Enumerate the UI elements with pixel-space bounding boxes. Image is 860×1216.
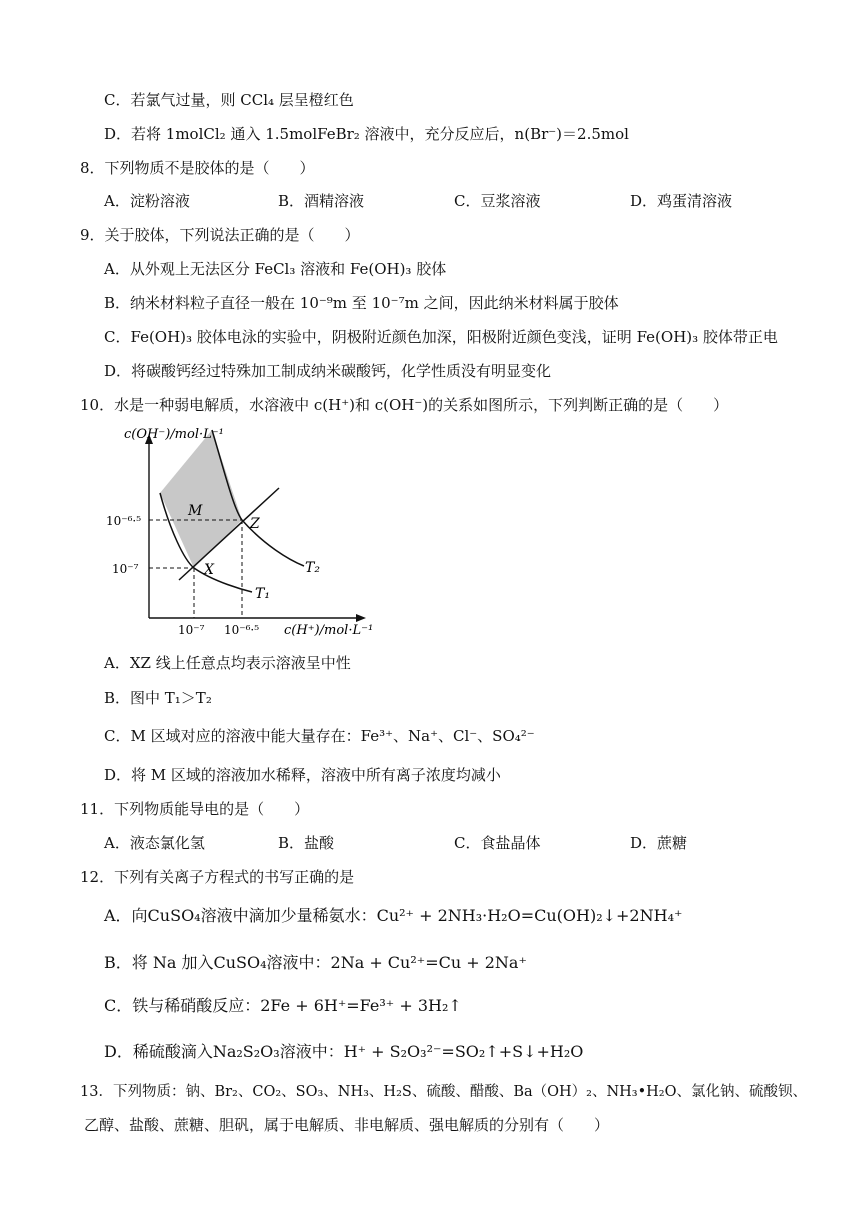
y-tick-hi: 10⁻⁶·⁵: [106, 514, 142, 528]
q10-option-d: D．将 M 区域的溶液加水稀释，溶液中所有离子浓度均减小: [104, 766, 501, 784]
q9-option-d: D．将碳酸钙经过特殊加工制成纳米碳酸钙，化学性质没有明显变化: [104, 362, 552, 380]
q12-option-b: B．将 Na 加入CuSO₄溶液中：2Na + Cu²⁺=Cu + 2Na⁺: [104, 953, 527, 972]
q8-option-c: C．豆浆溶液: [454, 192, 541, 210]
q13-stem-line2: 乙醇、盐酸、蔗糖、胆矾，属于电解质、非电解质、强电解质的分别有（ ）: [84, 1116, 610, 1134]
q11-option-b: B．盐酸: [278, 834, 335, 852]
q12-option-a: A．向CuSO₄溶液中滴加少量稀氨水：Cu²⁺ + 2NH₃·H₂O=Cu(OH)₂↓+2NH₄⁺: [104, 906, 683, 925]
q10-option-c: C．M 区域对应的溶液中能大量存在：Fe³⁺、Na⁺、Cl⁻、SO₄²⁻: [104, 727, 535, 745]
q10-option-b: B．图中 T₁＞T₂: [104, 689, 212, 707]
q11-stem: 11．下列物质能导电的是（ ）: [80, 800, 310, 818]
x-tick-lo: 10⁻⁷: [178, 623, 205, 637]
y-tick-lo: 10⁻⁷: [112, 562, 139, 576]
label-t1: T₁: [255, 586, 270, 602]
label-x: X: [204, 562, 214, 578]
y-axis-label: c(OH⁻)/mol·L⁻¹: [124, 427, 224, 442]
q9-option-b: B．纳米材料粒子直径一般在 10⁻⁹m 至 10⁻⁷m 之间，因此纳米材料属于胶体: [104, 294, 619, 312]
kw-temperature-diagram: [104, 420, 384, 642]
q8-option-a: A．淀粉溶液: [104, 192, 190, 210]
q10-stem: 10．水是一种弱电解质，水溶液中 c(H⁺)和 c(OH⁻)的关系如图所示，下列判断正确的是（ ）: [80, 396, 729, 414]
x-axis-arrow: [356, 614, 366, 622]
q12-option-c: C．铁与稀硝酸反应：2Fe + 6H⁺=Fe³⁺ + 3H₂↑: [104, 996, 462, 1015]
q9-option-a: A．从外观上无法区分 FeCl₃ 溶液和 Fe(OH)₃ 胶体: [104, 260, 447, 278]
q9-stem: 9．关于胶体，下列说法正确的是（ ）: [80, 226, 360, 244]
q10-option-a: A．XZ 线上任意点均表示溶液呈中性: [104, 654, 351, 672]
q8-option-d: D．鸡蛋清溶液: [630, 192, 733, 210]
q9-option-c: C．Fe(OH)₃ 胶体电泳的实验中，阴极附近颜色加深，阳极附近颜色变浅，证明 Fe(OH)₃ 胶体带正电: [104, 328, 778, 346]
q12-stem: 12．下列有关离子方程式的书写正确的是: [80, 868, 355, 886]
q8-option-b: B．酒精溶液: [278, 192, 365, 210]
region-m-shading: [160, 430, 242, 568]
x-tick-hi: 10⁻⁶·⁵: [224, 623, 260, 637]
q11-option-c: C．食盐晶体: [454, 834, 541, 852]
label-z: Z: [250, 516, 260, 532]
label-m: M: [188, 503, 203, 519]
q7-option-c: C．若氯气过量，则 CCl₄ 层呈橙红色: [104, 91, 354, 109]
q7-option-d: D．若将 1molCl₂ 通入 1.5molFeBr₂ 溶液中，充分反应后，n(Br⁻)＝2.5mol: [104, 125, 629, 143]
label-t2: T₂: [305, 560, 320, 576]
q12-option-d: D．稀硫酸滴入Na₂S₂O₃溶液中：H⁺ + S₂O₃²⁻=SO₂↑+S↓+H₂O: [104, 1042, 584, 1061]
x-axis-label: c(H⁺)/mol·L⁻¹: [284, 623, 374, 638]
q13-stem-line1: 13．下列物质：钠、Br₂、CO₂、SO₃、NH₃、H₂S、硫酸、醋酸、Ba（OH）₂、NH₃•H₂O、氯化钠、硫酸钡、: [80, 1084, 808, 1100]
q11-option-a: A．液态氯化氢: [104, 834, 205, 852]
q11-option-d: D．蔗糖: [630, 834, 688, 852]
q8-stem: 8．下列物质不是胶体的是（ ）: [80, 159, 315, 177]
